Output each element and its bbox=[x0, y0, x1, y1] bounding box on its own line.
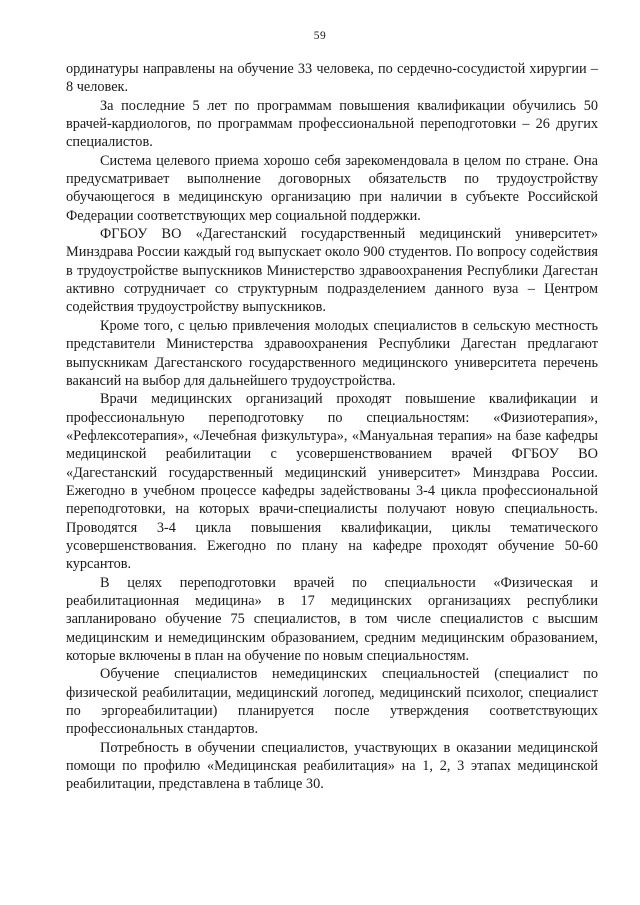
body-text bbox=[66, 60, 598, 794]
paragraph: Потребность в обучении специалистов, участвующих в оказании медицинской помощи по профилю «Медицинская реабилитация» на 1, 2, 3 этапах медицинской реабилитации, представлена в таблице 30. bbox=[66, 739, 598, 793]
paragraph-continuation: ординатуры направлены на обучение 33 человека, по сердечно-сосудистой хирургии – 8 человек. bbox=[66, 61, 598, 96]
paragraph: Врачи медицинских организаций проходят повышение квалификации и профессиональную переподготовку по специальностям: «Физиотерапия», «Рефлексотерапия», «Лечебная физкультура», «Мануальная терапия» на базе кафедры медицинской реабилитации с усовершенствованием врачей ФГБОУ ВО «Дагестанский государственный медицинский университет» Минздрава России. Ежегодно в учебном процессе кафедры задействованы 3-4 цикла профессиональной переподготовки, на которых врачи-специалисты получают новую специальность. Проводятся 3-4 цикла повышения квалификации, циклы тематического усовершенствования. Ежегодно по плану на кафедре проходят обучение 50-60 курсантов. bbox=[66, 391, 598, 573]
page-number: 59 bbox=[313, 30, 327, 42]
paragraph: ФГБОУ ВО «Дагестанский государственный медицинский университет» Минздрава России каждый год выпускает около 900 студентов. По вопросу содействия в трудоустройстве выпускников Министерство здравоохранения Республики Дагестан активно сотрудничает со структурным подразделением данного вуза – Центром содействия трудоустройству выпускников. bbox=[66, 226, 598, 316]
paragraph: В целях переподготовки врачей по специальности «Физическая и реабилитационная медицина» в 17 медицинских организациях республики запланировано обучение 75 специалистов, в том числе специалистов с высшим медицинским и немедицинским образованием, средним медицинским образованием, которые включены в план на обучение по новым специальностям. bbox=[66, 574, 598, 664]
paragraph: Система целевого приема хорошо себя зарекомендовала в целом по стране. Она предусматривает выполнение договорных обязательств по трудоустройству обучающегося в медицинскую организацию при наличии в субъекте Российской Федерации соответствующих мер социальной поддержки. bbox=[66, 152, 598, 224]
paragraph: Обучение специалистов немедицинских специальностей (специалист по физической реабилитации, медицинский логопед, медицинский психолог, специалист по эргореабилитации) планируется после утверждения соответствующих профессиональных стандартов. bbox=[66, 666, 598, 738]
paragraph: Кроме того, с целью привлечения молодых специалистов в сельскую местность представители Министерства здравоохранения Республики Дагестан предлагают выпускникам Дагестанского государственного медицинского университета перечень вакансий на выбор для дальнейшего трудоустройства. bbox=[66, 317, 598, 389]
paragraph: За последние 5 лет по программам повышения квалификации обучились 50 врачей-кардиологов, по программам профессиональной переподготовки – 26 других специалистов. bbox=[66, 97, 598, 151]
